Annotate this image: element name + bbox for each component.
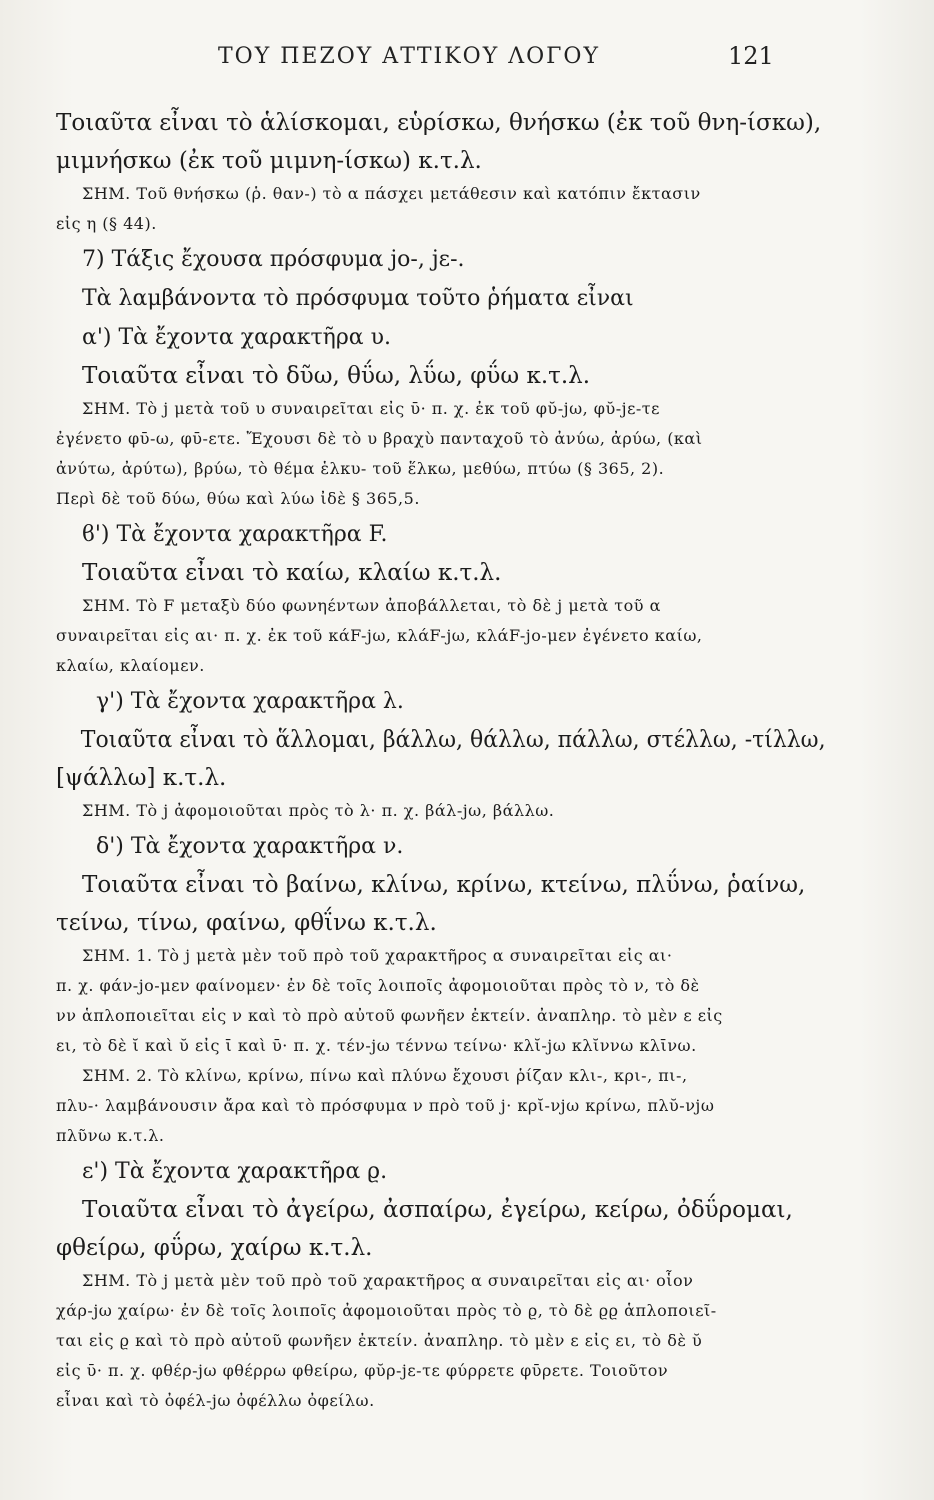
note-line: πλυ-· λαμβάνουσιν ἄρα καὶ τὸ πρόσφυμα ν πρὸ τοῦ j· κρῐ-νjω κρίνω, πλῠ-νjω <box>56 1096 715 1115</box>
text-line: [ψάλλω] κ.τ.λ. <box>56 765 227 791</box>
subsection-heading: δ') Τὰ ἔχοντα χαρακτῆρα ν. <box>96 834 404 859</box>
text-line: Τοιαῦτα εἶναι τὸ ἁλίσκομαι, εὑρίσκω, θνήσκω (ἐκ τοῦ θνη-ίσκω), <box>56 110 822 136</box>
note-line: ΣΗΜ. 2. Τὸ κλίνω, κρίνω, πίνω καὶ πλύνω ἔχουσι ῥίζαν κλι-, κρι-, πι-, <box>82 1066 688 1085</box>
note-line: π. χ. φάν-jo-μεν φαίνομεν· ἐν δὲ τοῖς λοιποῖς ἀφομοιοῦται πρὸς τὸ ν, τὸ δὲ <box>56 976 700 995</box>
note-line: ΣΗΜ. Τὸ j ἀφομοιοῦται πρὸς τὸ λ· π. χ. βάλ-jω, βάλλω. <box>82 801 555 820</box>
note-line: ΣΗΜ. Τὸ F μεταξὺ δύο φωνηέντων ἀποβάλλεται, τὸ δὲ j μετὰ τοῦ α <box>82 596 661 615</box>
text-line: φθείρω, φΰρω, χαίρω κ.τ.λ. <box>56 1235 373 1261</box>
subsection-heading: ϐ') Τὰ ἔχοντα χαρακτῆρα F. <box>82 522 388 547</box>
text-line: Τοιαῦτα εἶναι τὸ καίω, κλαίω κ.τ.λ. <box>82 560 502 586</box>
note-line: ἀνύτω, ἀρύτω), βρύω, τὸ θέμα ἑλκυ- τοῦ ἕλκω, μεθύω, πτύω (§ 365, 2). <box>56 459 665 478</box>
note-line: εἰς η (§ 44). <box>56 214 157 233</box>
page-header <box>0 44 934 84</box>
section-heading: 7) Τάξις ἔχουσα πρόσφυμα jo-, jε-. <box>82 247 465 272</box>
text-line: Τοιαῦτα εἶναι τὸ βαίνω, κλίνω, κρίνω, κτείνω, πλΰνω, ῥαίνω, <box>82 872 806 898</box>
note-line: Περὶ δὲ τοῦ δύω, θύω καὶ λύω ἰδὲ § 365,5. <box>56 489 420 508</box>
note-line: εἰς ῡ· π. χ. φθέρ-jω φθέρρω φθείρω, φῠρ-jε-τε φύρρετε φῡρετε. Τοιοῦτον <box>56 1361 669 1380</box>
note-line: χάρ-jω χαίρω· ἐν δὲ τοῖς λοιποῖς ἀφομοιοῦται πρὸς τὸ ϱ, τὸ δὲ ϱϱ ἁπλοποιεῖ- <box>56 1301 717 1320</box>
note-line: πλῦνω κ.τ.λ. <box>56 1126 165 1145</box>
note-line: νν ἁπλοποιεῖται εἰς ν καὶ τὸ πρὸ αὐτοῦ φωνῆεν ἐκτείν. ἀναπληρ. τὸ μὲν ε εἰς <box>56 1006 723 1025</box>
note-line: ται εἰς ϱ καὶ τὸ πρὸ αὐτοῦ φωνῆεν ἐκτείν. ἀναπληρ. τὸ μὲν ε εἰς ει, τὸ δὲ ῠ <box>56 1331 703 1350</box>
note-line: κλαίω, κλαίομεν. <box>56 656 205 675</box>
text-line: Τοιαῦτα εἶναι τὸ ἅλλομαι, βάλλω, θάλλω, πάλλω, στέλλω, -τίλλω, <box>80 727 826 753</box>
note-line: ΣΗΜ. 1. Τὸ j μετὰ μὲν τοῦ πρὸ τοῦ χαρακτῆρος α συναιρεῖται εἰς αι· <box>82 946 673 965</box>
subsection-heading: α') Τὰ ἔχοντα χαρακτῆρα υ. <box>82 325 392 350</box>
text-line: Τοιαῦτα εἶναι τὸ δῦω, θΰω, λΰω, φΰω κ.τ.λ. <box>82 363 591 389</box>
body-text <box>56 100 826 1413</box>
subsection-heading: γ') Τὰ ἔχοντα χαρακτῆρα λ. <box>96 689 404 714</box>
note-line: συναιρεῖται εἰς αι· π. χ. ἐκ τοῦ κάF-jω, κλάF-jω, κλάF-jo-μεν ἐγένετο καίω, <box>56 626 703 645</box>
note-line: ΣΗΜ. Τοῦ θνήσκω (ῥ. θαν-) τὸ α πάσχει μετάθεσιν καὶ κατόπιν ἔκτασιν <box>82 184 701 203</box>
running-title: ΤΟΥ ΠΕΖΟΥ ΑΤΤΙΚΟΥ ΛΟΓΟΥ <box>218 44 600 69</box>
note-line: ΣΗΜ. Τὸ j μετὰ τοῦ υ συναιρεῖται εἰς ῡ· π. χ. ἐκ τοῦ φῠ-jω, φῠ-jε-τε <box>82 399 660 418</box>
text-line: τείνω, τίνω, φαίνω, φθΐνω κ.τ.λ. <box>56 910 437 936</box>
page-number: 121 <box>728 42 774 70</box>
note-line: ἐγένετο φῡ-ω, φῡ-ετε. Ἔχουσι δὲ τὸ υ βραχὺ πανταχοῦ τὸ ἀνύω, ἀρύω, (καὶ <box>56 429 703 448</box>
text-line: μιμνήσκω (ἐκ τοῦ μιμνη-ίσκω) κ.τ.λ. <box>56 148 482 174</box>
subsection-heading: ε') Τὰ ἔχοντα χαρακτῆρα ϱ. <box>82 1159 388 1184</box>
text-line: Τὰ λαμβάνοντα τὸ πρόσφυμα τοῦτο ῥήματα εἶναι <box>82 286 634 311</box>
text-line: Τοιαῦτα εἶναι τὸ ἀγείρω, ἀσπαίρω, ἐγείρω, κείρω, ὀδΰρομαι, <box>82 1197 793 1223</box>
note-line: εἶναι καὶ τὸ ὀφέλ-jω ὀφέλλω ὀφείλω. <box>56 1391 375 1410</box>
note-line: ει, τὸ δὲ ῐ καὶ ῠ εἰς ῑ καὶ ῡ· π. χ. τέν-jω τέννω τείνω· κλῐ-jω κλῐννω κλῑνω. <box>56 1036 697 1055</box>
note-line: ΣΗΜ. Τὸ j μετὰ μὲν τοῦ πρὸ τοῦ χαρακτῆρος α συναιρεῖται εἰς αι· οἷον <box>82 1271 694 1290</box>
